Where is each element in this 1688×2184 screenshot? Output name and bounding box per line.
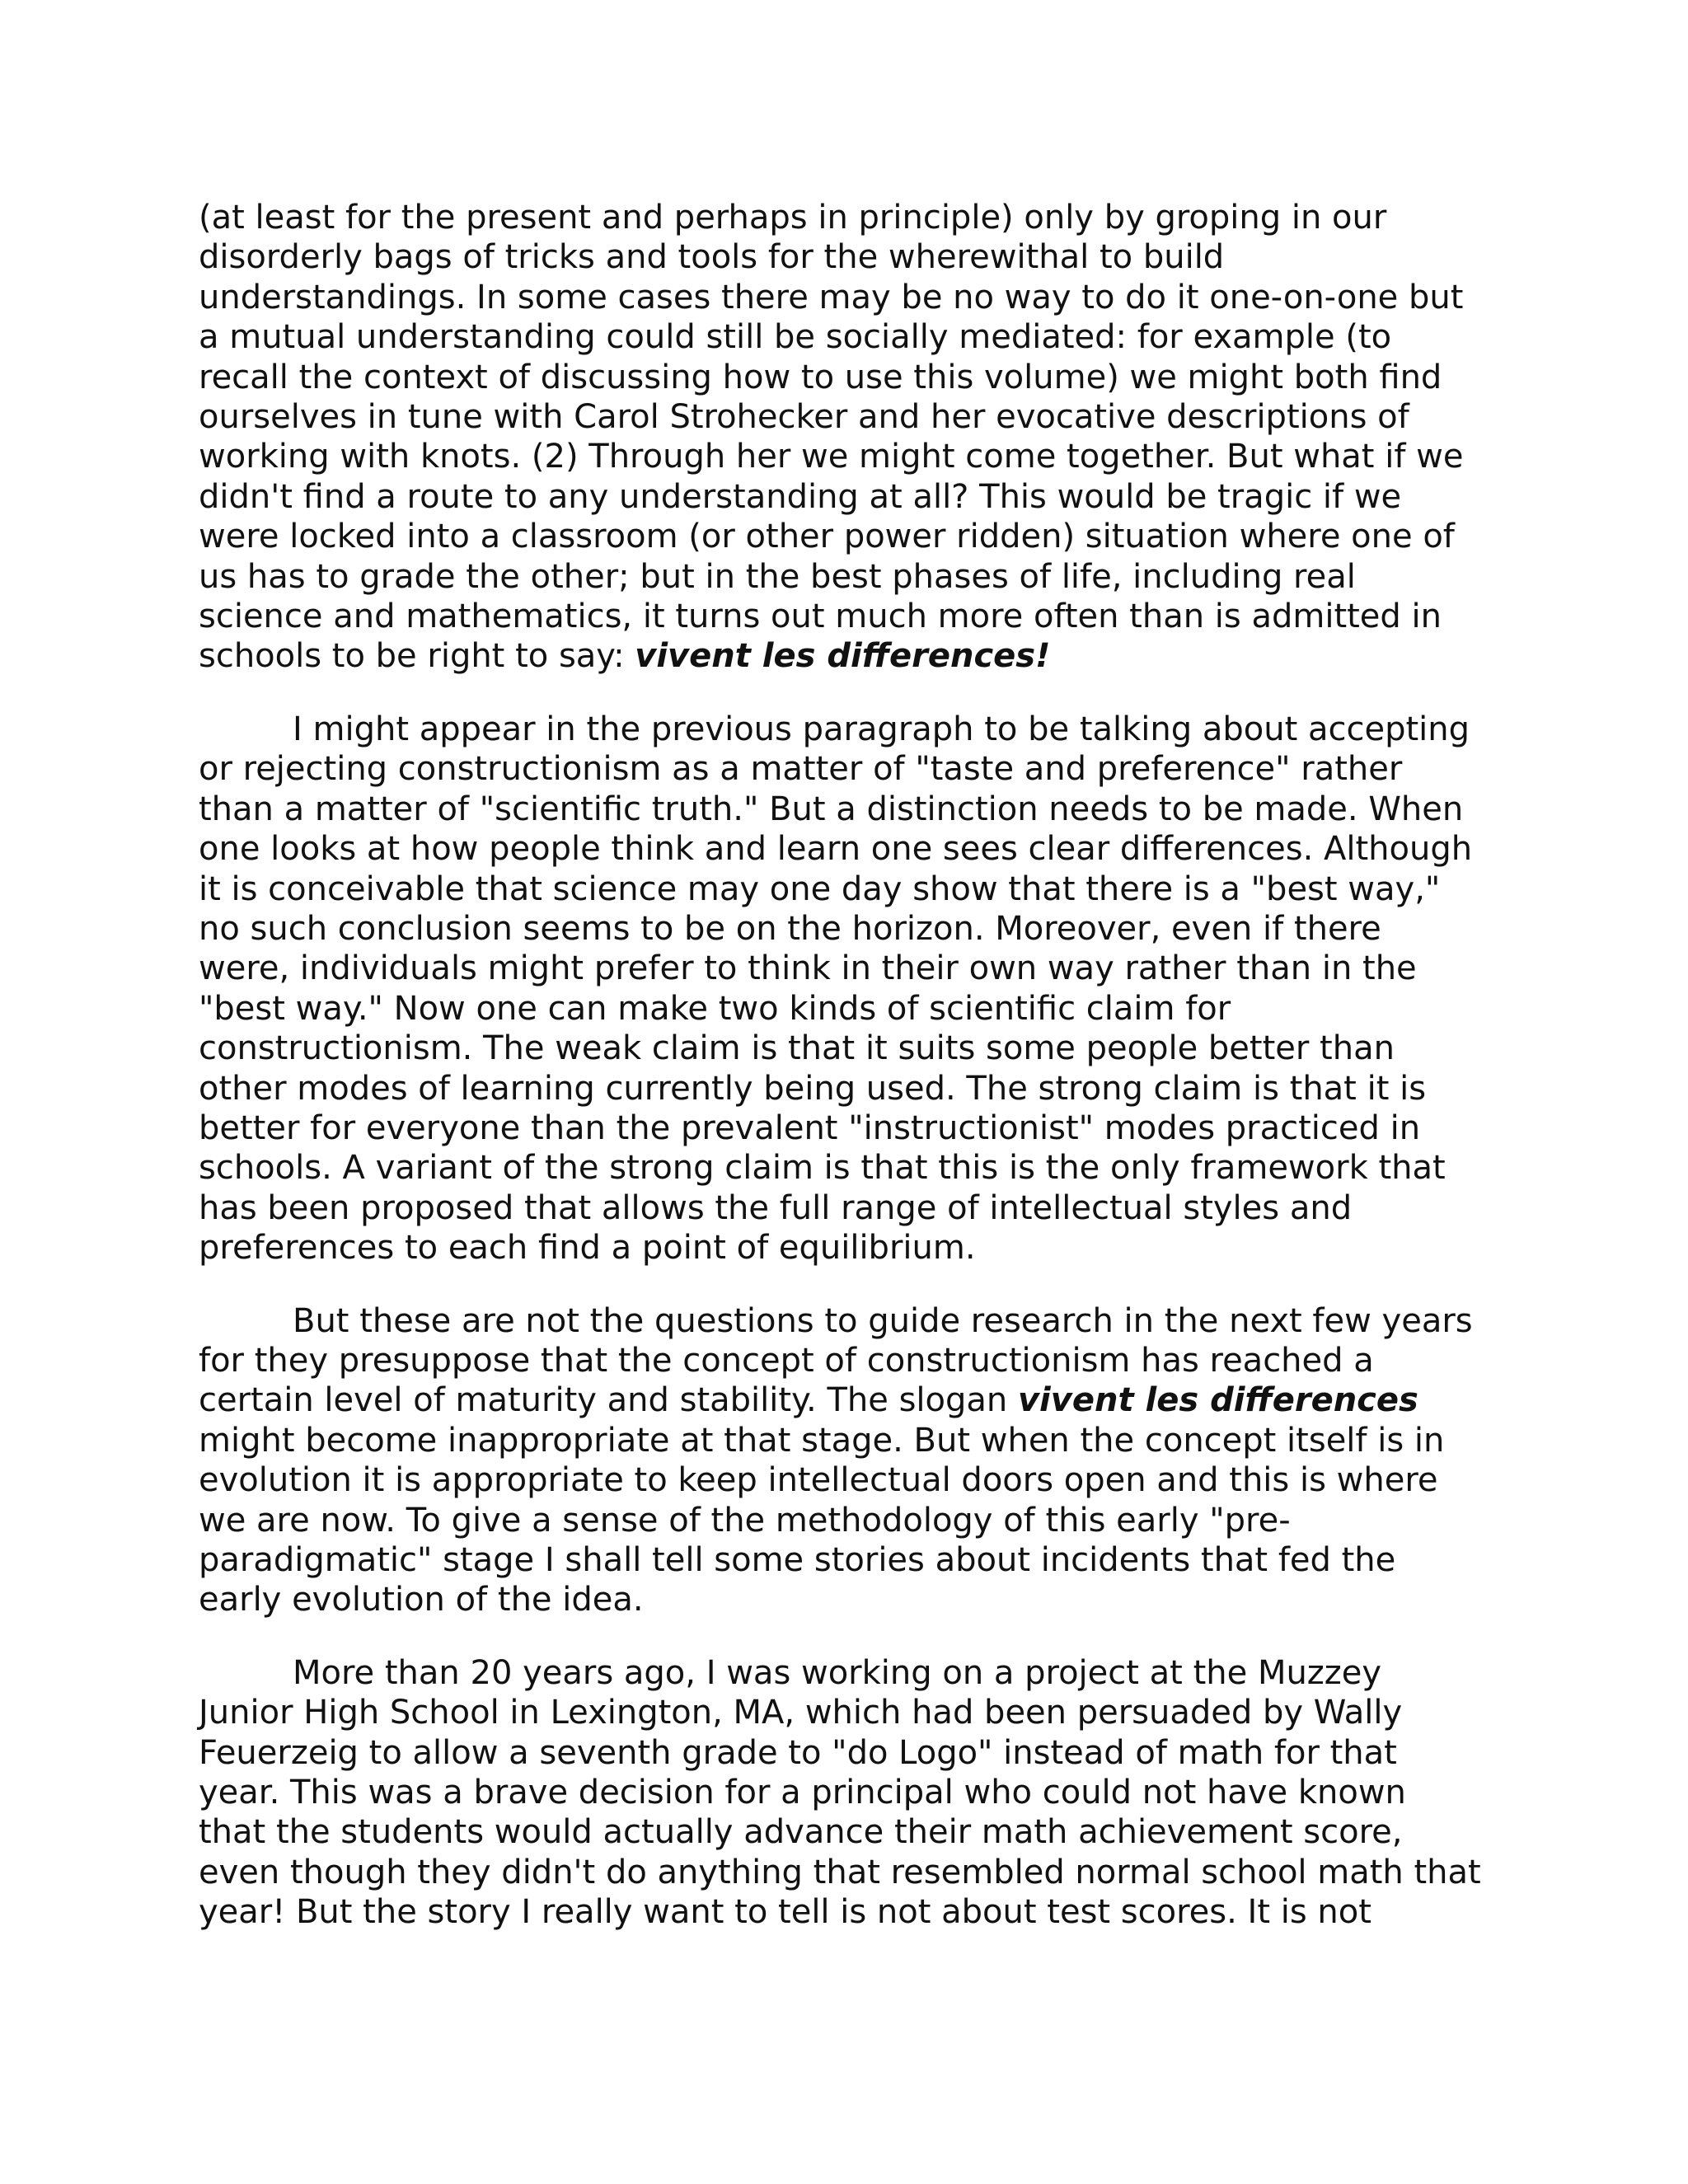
- line-text: or rejecting constructionism as a matter of "taste and preference" rather: [199, 750, 1403, 789]
- text-line: [199, 1460, 1489, 1500]
- paragraph: [199, 710, 1489, 1268]
- text-line: [199, 949, 1489, 988]
- text-line: [199, 1773, 1489, 1812]
- text-line: [199, 1029, 1489, 1068]
- text-line: [199, 869, 1489, 909]
- line-text: no such conclusion seems to be on the horizon. Moreover, even if there: [199, 909, 1381, 948]
- text-line: [199, 1148, 1489, 1188]
- line-text: a mutual understanding could still be socially mediated: for example (to: [199, 318, 1392, 357]
- line-text: More than 20 years ago, I was working on a project at the Muzzey: [293, 1653, 1382, 1692]
- text-line: [199, 237, 1489, 277]
- line-text: certain level of maturity and stability. The slogan: [199, 1381, 1018, 1420]
- text-line: [199, 317, 1489, 357]
- line-text: Junior High School in Lexington, MA, which had been persuaded by Wally: [199, 1694, 1403, 1732]
- line-text: science and mathematics, it turns out much more often than is admitted in: [199, 598, 1442, 636]
- body-text: [199, 198, 1489, 1933]
- line-text: might become inappropriate at that stage. But when the concept itself is in: [199, 1421, 1445, 1460]
- paragraph: [199, 1653, 1489, 1933]
- line-text: ourselves in tune with Carol Strohecker and her evocative descriptions of: [199, 398, 1409, 437]
- text-line: [199, 1853, 1489, 1892]
- line-text: Feuerzeig to allow a seventh grade to "do Logo" instead of math for that: [199, 1733, 1397, 1772]
- text-line: [199, 749, 1489, 789]
- text-line: [199, 198, 1489, 237]
- line-text: (at least for the present and perhaps in principle) only by groping in our: [199, 199, 1387, 237]
- text-line: [199, 437, 1489, 476]
- line-text: But these are not the questions to guide research in the next few years: [293, 1301, 1473, 1340]
- line-text: schools to be right to say:: [199, 637, 635, 676]
- text-line: [199, 829, 1489, 869]
- line-text: preferences to each find a point of equilibrium.: [199, 1229, 976, 1268]
- text-line: [199, 1812, 1489, 1852]
- text-line: [199, 1188, 1489, 1228]
- paragraph: [199, 1301, 1489, 1620]
- line-text: constructionism. The weak claim is that it suits some people better than: [199, 1029, 1395, 1068]
- text-line: [199, 1580, 1489, 1619]
- line-text: were locked into a classroom (or other power ridden) situation where one of: [199, 518, 1455, 556]
- text-line: [199, 1341, 1489, 1380]
- line-text: schools. A variant of the strong claim is that this is the only framework that: [199, 1149, 1446, 1188]
- text-line: [199, 597, 1489, 636]
- line-text: working with knots. (2) Through her we might come together. But what if we: [199, 438, 1464, 476]
- line-text: it is conceivable that science may one day show that there is a "best way,": [199, 869, 1441, 908]
- text-line: [199, 1892, 1489, 1932]
- line-text: disorderly bags of tricks and tools for the wherewithal to build: [199, 238, 1225, 277]
- text-line: [199, 710, 1489, 749]
- line-text: paradigmatic" stage I shall tell some stories about incidents that fed the: [199, 1541, 1396, 1579]
- text-line: [199, 397, 1489, 437]
- text-line: [199, 557, 1489, 597]
- line-text: early evolution of the idea.: [199, 1581, 644, 1619]
- line-text: I might appear in the previous paragraph to be talking about accepting: [293, 710, 1470, 748]
- line-text: "best way." Now one can make two kinds of scientific claim for: [199, 989, 1231, 1028]
- text-line: [199, 278, 1489, 317]
- text-line: [199, 358, 1489, 397]
- text-line: [199, 790, 1489, 829]
- line-text: other modes of learning currently being used. The strong claim is that it is: [199, 1069, 1427, 1108]
- line-text: us has to grade the other; but in the best phases of life, including real: [199, 557, 1356, 596]
- line-text: didn't find a route to any understanding at all? This would be tragic if we: [199, 477, 1402, 516]
- text-line: [199, 1653, 1489, 1693]
- line-text: year. This was a brave decision for a principal who could not have known: [199, 1774, 1406, 1812]
- line-text: recall the context of discussing how to use this volume) we might both find: [199, 358, 1442, 396]
- paragraph: [199, 198, 1489, 677]
- line-text: than a matter of "scientific truth." But a distinction needs to be made. When: [199, 790, 1464, 828]
- emphasis-text: vivent les differences: [1017, 1381, 1418, 1420]
- line-text: even though they didn't do anything that resembled normal school math that: [199, 1853, 1481, 1891]
- text-line: [199, 1540, 1489, 1580]
- text-line: [199, 1693, 1489, 1732]
- text-line: [199, 1228, 1489, 1268]
- text-line: [199, 517, 1489, 556]
- text-line: [199, 989, 1489, 1029]
- line-text: we are now. To give a sense of the methodology of this early "pre-: [199, 1501, 1291, 1540]
- line-text: year! But the story I really want to tell is not about test scores. It is not: [199, 1893, 1372, 1932]
- text-line: [199, 1501, 1489, 1540]
- line-text: for they presuppose that the concept of constructionism has reached a: [199, 1341, 1374, 1380]
- text-line: [199, 1301, 1489, 1341]
- text-line: [199, 909, 1489, 949]
- text-line: [199, 477, 1489, 517]
- line-text: that the students would actually advance their math achievement score,: [199, 1813, 1403, 1852]
- text-line: [199, 1069, 1489, 1108]
- text-line: [199, 1421, 1489, 1460]
- line-text: one looks at how people think and learn one sees clear differences. Although: [199, 830, 1473, 869]
- line-text: were, individuals might prefer to think in their own way rather than in the: [199, 949, 1417, 988]
- text-line: [199, 1108, 1489, 1148]
- text-line: [199, 636, 1489, 676]
- line-text: understandings. In some cases there may be no way to do it one-on-one but: [199, 278, 1464, 316]
- line-text: better for everyone than the prevalent "instructionist" modes practiced in: [199, 1108, 1421, 1147]
- text-line: [199, 1380, 1489, 1420]
- line-text: evolution it is appropriate to keep intellectual doors open and this is where: [199, 1461, 1438, 1500]
- emphasis-text: vivent les differences!: [635, 637, 1051, 676]
- line-text: has been proposed that allows the full range of intellectual styles and: [199, 1188, 1353, 1227]
- text-line: [199, 1733, 1489, 1773]
